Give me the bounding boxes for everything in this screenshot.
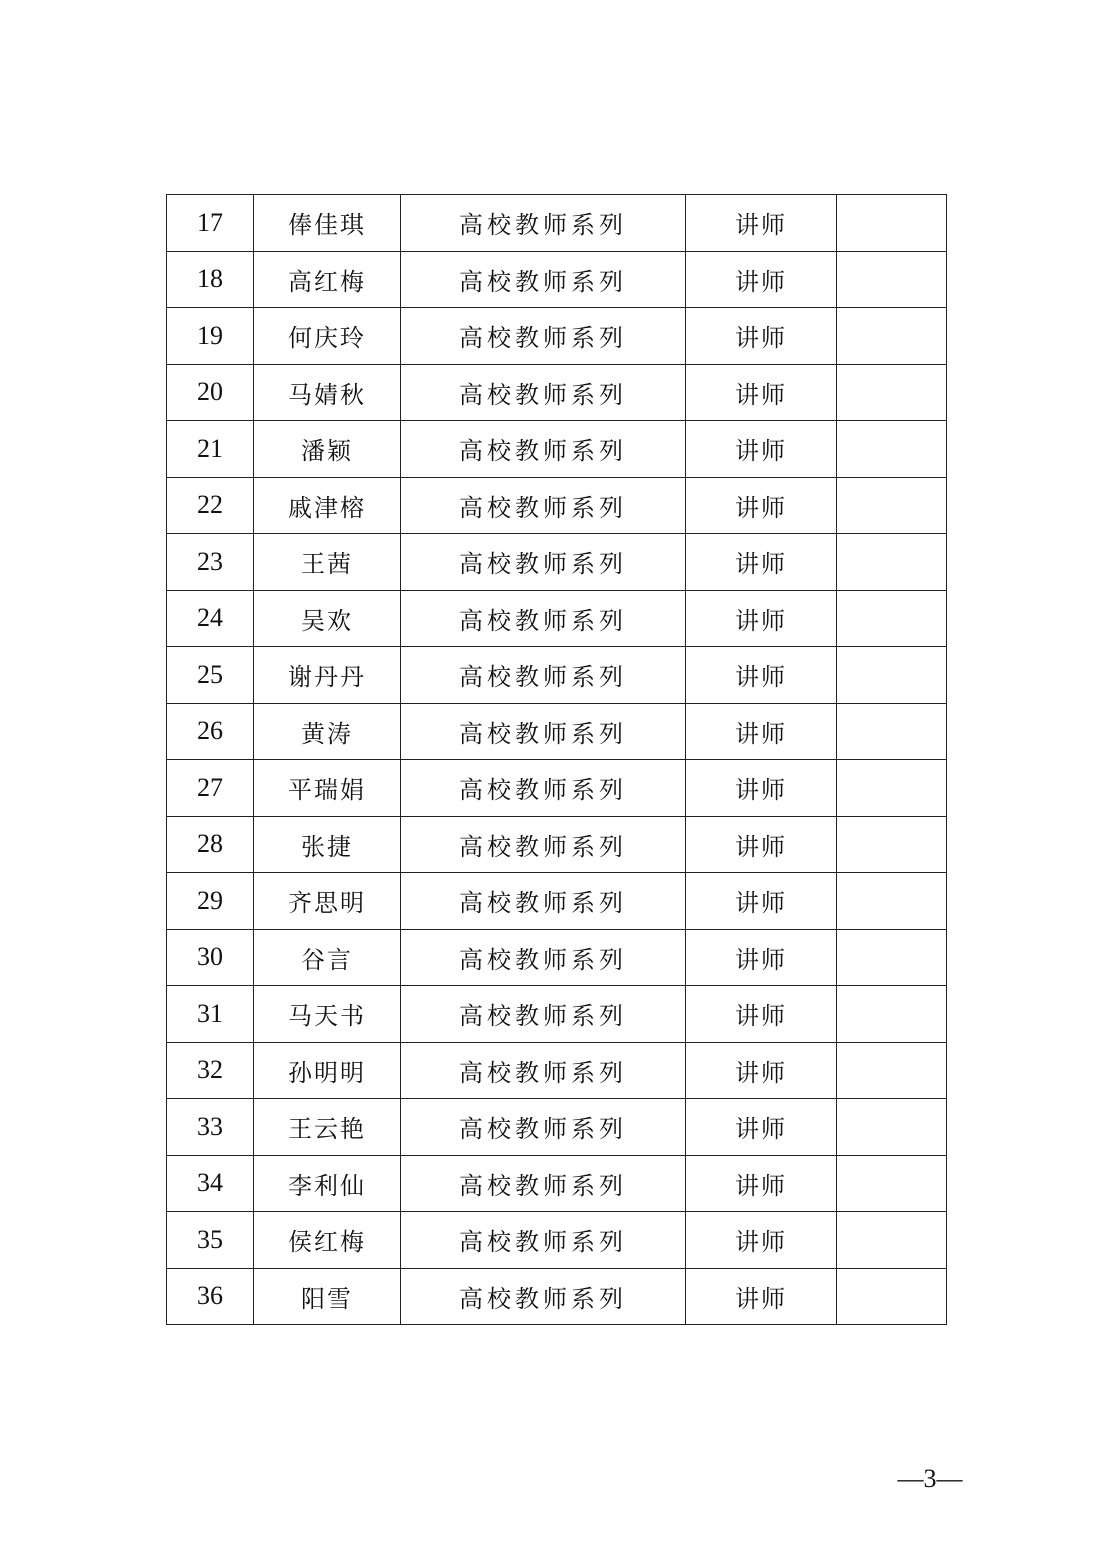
title-cell: 讲师 (686, 534, 837, 591)
name-cell: 张捷 (254, 816, 401, 873)
remark-cell (837, 1268, 947, 1325)
name-cell: 马天书 (254, 986, 401, 1043)
row-number-cell: 31 (167, 986, 254, 1043)
series-cell: 高校教师系列 (401, 703, 686, 760)
series-cell: 高校教师系列 (401, 873, 686, 930)
remark-cell (837, 590, 947, 647)
name-cell: 潘颖 (254, 421, 401, 478)
remark-cell (837, 477, 947, 534)
table-row (167, 816, 947, 873)
name-cell: 齐思明 (254, 873, 401, 930)
title-cell: 讲师 (686, 986, 837, 1043)
remark-cell (837, 1099, 947, 1156)
name-cell: 王云艳 (254, 1099, 401, 1156)
table-row (167, 364, 947, 421)
title-cell: 讲师 (686, 1268, 837, 1325)
name-cell: 孙明明 (254, 1042, 401, 1099)
table-row (167, 1268, 947, 1325)
name-cell: 平瑞娟 (254, 760, 401, 817)
remark-cell (837, 364, 947, 421)
title-cell: 讲师 (686, 1212, 837, 1269)
title-cell: 讲师 (686, 816, 837, 873)
table-row (167, 308, 947, 365)
name-cell: 戚津榕 (254, 477, 401, 534)
table-row (167, 590, 947, 647)
title-cell: 讲师 (686, 364, 837, 421)
series-cell: 高校教师系列 (401, 421, 686, 478)
title-cell: 讲师 (686, 477, 837, 534)
table-row (167, 195, 947, 252)
name-cell: 侯红梅 (254, 1212, 401, 1269)
table-row (167, 760, 947, 817)
title-cell: 讲师 (686, 421, 837, 478)
title-cell: 讲师 (686, 590, 837, 647)
title-cell: 讲师 (686, 929, 837, 986)
series-cell: 高校教师系列 (401, 195, 686, 252)
series-cell: 高校教师系列 (401, 477, 686, 534)
table-row (167, 873, 947, 930)
name-cell: 谷言 (254, 929, 401, 986)
remark-cell (837, 816, 947, 873)
name-cell: 阳雪 (254, 1268, 401, 1325)
name-cell: 何庆玲 (254, 308, 401, 365)
personnel-table (166, 194, 947, 1325)
table-row (167, 534, 947, 591)
table-row (167, 251, 947, 308)
remark-cell (837, 873, 947, 930)
title-cell: 讲师 (686, 1155, 837, 1212)
title-cell: 讲师 (686, 760, 837, 817)
remark-cell (837, 1042, 947, 1099)
table-row (167, 647, 947, 704)
remark-cell (837, 647, 947, 704)
name-cell: 马婧秋 (254, 364, 401, 421)
title-cell: 讲师 (686, 647, 837, 704)
row-number-cell: 17 (167, 195, 254, 252)
series-cell: 高校教师系列 (401, 308, 686, 365)
table-row (167, 1099, 947, 1156)
title-cell: 讲师 (686, 308, 837, 365)
table-row (167, 421, 947, 478)
series-cell: 高校教师系列 (401, 647, 686, 704)
name-cell: 吴欢 (254, 590, 401, 647)
series-cell: 高校教师系列 (401, 1212, 686, 1269)
table-row (167, 1212, 947, 1269)
page-number: —3— (897, 1464, 963, 1493)
row-number-cell: 26 (167, 703, 254, 760)
title-cell: 讲师 (686, 1042, 837, 1099)
name-cell: 黄涛 (254, 703, 401, 760)
row-number-cell: 25 (167, 647, 254, 704)
row-number-cell: 33 (167, 1099, 254, 1156)
row-number-cell: 35 (167, 1212, 254, 1269)
title-cell: 讲师 (686, 873, 837, 930)
series-cell: 高校教师系列 (401, 816, 686, 873)
series-cell: 高校教师系列 (401, 1155, 686, 1212)
series-cell: 高校教师系列 (401, 1099, 686, 1156)
series-cell: 高校教师系列 (401, 1268, 686, 1325)
title-cell: 讲师 (686, 251, 837, 308)
table-row (167, 929, 947, 986)
table-row (167, 986, 947, 1043)
remark-cell (837, 986, 947, 1043)
table-row (167, 1155, 947, 1212)
remark-cell (837, 421, 947, 478)
row-number-cell: 29 (167, 873, 254, 930)
remark-cell (837, 195, 947, 252)
remark-cell (837, 1155, 947, 1212)
row-number-cell: 36 (167, 1268, 254, 1325)
series-cell: 高校教师系列 (401, 364, 686, 421)
series-cell: 高校教师系列 (401, 986, 686, 1043)
row-number-cell: 24 (167, 590, 254, 647)
remark-cell (837, 760, 947, 817)
remark-cell (837, 534, 947, 591)
title-cell: 讲师 (686, 195, 837, 252)
title-cell: 讲师 (686, 703, 837, 760)
personnel-table-body (167, 195, 947, 1325)
title-cell: 讲师 (686, 1099, 837, 1156)
series-cell: 高校教师系列 (401, 251, 686, 308)
row-number-cell: 20 (167, 364, 254, 421)
table-row (167, 1042, 947, 1099)
name-cell: 俸佳琪 (254, 195, 401, 252)
table-row (167, 477, 947, 534)
row-number-cell: 32 (167, 1042, 254, 1099)
row-number-cell: 18 (167, 251, 254, 308)
row-number-cell: 23 (167, 534, 254, 591)
series-cell: 高校教师系列 (401, 1042, 686, 1099)
remark-cell (837, 929, 947, 986)
name-cell: 李利仙 (254, 1155, 401, 1212)
row-number-cell: 21 (167, 421, 254, 478)
series-cell: 高校教师系列 (401, 929, 686, 986)
series-cell: 高校教师系列 (401, 534, 686, 591)
series-cell: 高校教师系列 (401, 760, 686, 817)
remark-cell (837, 308, 947, 365)
remark-cell (837, 703, 947, 760)
remark-cell (837, 1212, 947, 1269)
name-cell: 谢丹丹 (254, 647, 401, 704)
series-cell: 高校教师系列 (401, 590, 686, 647)
row-number-cell: 27 (167, 760, 254, 817)
name-cell: 高红梅 (254, 251, 401, 308)
row-number-cell: 28 (167, 816, 254, 873)
remark-cell (837, 251, 947, 308)
name-cell: 王茜 (254, 534, 401, 591)
row-number-cell: 22 (167, 477, 254, 534)
row-number-cell: 34 (167, 1155, 254, 1212)
row-number-cell: 19 (167, 308, 254, 365)
table-row (167, 703, 947, 760)
row-number-cell: 30 (167, 929, 254, 986)
